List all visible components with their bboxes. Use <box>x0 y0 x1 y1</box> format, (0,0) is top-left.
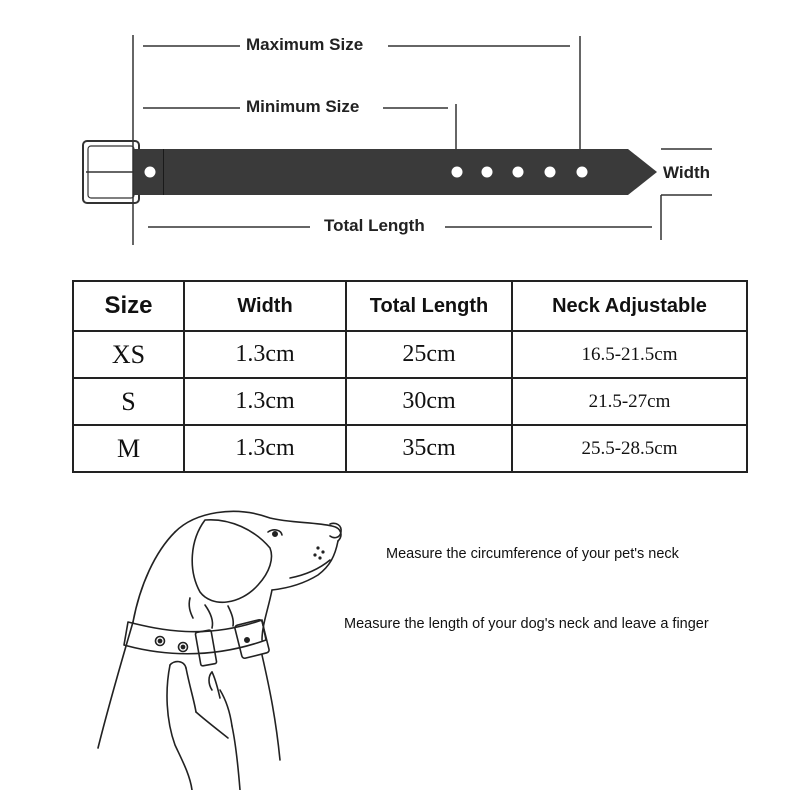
table-row <box>73 331 747 378</box>
size-cell: M <box>73 425 184 472</box>
table-header-row <box>73 281 747 331</box>
neck-adjustable-cell: 16.5-21.5cm <box>512 331 747 378</box>
strap-hole <box>545 167 556 178</box>
column-header-neck-adjustable: Neck Adjustable <box>512 281 747 331</box>
instruction-circumference: Measure the circumference of your pet's neck <box>386 546 679 562</box>
total-length-cell: 25cm <box>346 331 512 378</box>
size-cell: XS <box>73 331 184 378</box>
instruction-length: Measure the length of your dog's neck and leave a finger <box>344 616 709 632</box>
column-header-size: Size <box>73 281 184 331</box>
total-length-cell: 35cm <box>346 425 512 472</box>
size-chart-table <box>72 280 748 473</box>
buckle-hole <box>145 167 156 178</box>
collar-strap <box>134 149 657 195</box>
width-label: Width <box>659 163 714 183</box>
dog-wearing-collar-illustration <box>0 490 380 790</box>
width-cell: 1.3cm <box>184 378 346 425</box>
width-cell: 1.3cm <box>184 425 346 472</box>
minimum-size-label: Minimum Size <box>240 97 365 117</box>
maximum-size-label: Maximum Size <box>240 35 369 55</box>
neck-adjustable-cell: 25.5-28.5cm <box>512 425 747 472</box>
strap-hole <box>482 167 493 178</box>
total-length-label: Total Length <box>318 216 431 236</box>
strap-hole <box>577 167 588 178</box>
table-row <box>73 425 747 472</box>
column-header-width: Width <box>184 281 346 331</box>
total-length-cell: 30cm <box>346 378 512 425</box>
strap-hole <box>452 167 463 178</box>
table-row <box>73 378 747 425</box>
neck-adjustable-cell: 21.5-27cm <box>512 378 747 425</box>
size-cell: S <box>73 378 184 425</box>
width-cell: 1.3cm <box>184 331 346 378</box>
collar-buckle <box>83 141 139 203</box>
strap-hole <box>513 167 524 178</box>
column-header-total-length: Total Length <box>346 281 512 331</box>
